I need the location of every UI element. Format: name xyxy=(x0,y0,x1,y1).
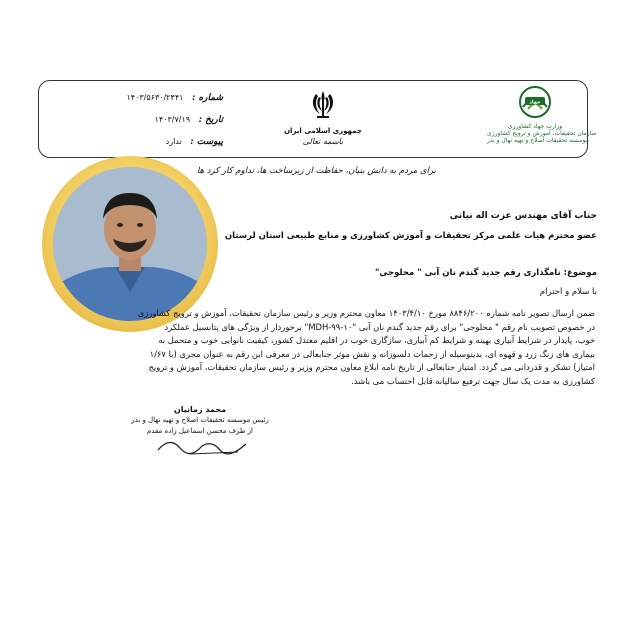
letterhead xyxy=(38,80,597,158)
addressee-position: عضو محترم هیات علمی مرکز تحقیقات و آموزش کشاورزی و منابع طبیعی استان لرستان xyxy=(224,231,597,241)
addressee: جناب آقای مهندس عزت اله نیاتی xyxy=(449,211,597,221)
letter-number-label: شماره : xyxy=(191,93,223,103)
letter-attachment-label: پیوست : xyxy=(190,137,223,147)
signatory-on-behalf: از طرف محسن اسماعیل زاده مقدم xyxy=(147,427,253,435)
letter-meta xyxy=(73,87,223,153)
iran-emblem-icon xyxy=(306,87,340,121)
letter-date-row xyxy=(73,109,223,131)
logo-line-ministry: وزارت جهاد کشاورزی xyxy=(507,123,563,130)
letter-attachment-row xyxy=(73,131,223,153)
emblem-caption: جمهوری اسلامی ایران xyxy=(284,127,362,135)
motto-line: برای مردم به دانش بنیان، حفاظت از زیرساخت ها، تداوم کار کرد ها xyxy=(196,166,436,176)
body-line: کشاورزی به مدت یک سال جهت ترفیع سالیانه قابل احتساب می باشد. xyxy=(351,375,595,386)
letter-number-row xyxy=(73,87,223,109)
body-line: بیماری های زنگ زرد و قهوه ای، بدینوسیله از زحمات دلسوزانه و نقش موثر جنابعالی در معرفی این رقم به عنوان مجری (با ۱/۶۷ xyxy=(149,348,595,359)
body-line: ضمن ارسال تصویر نامه شماره ۸۸۴۶/۲۰۰ مورخ ۱۴۰۳/۴/۱۰ معاون محترم وزیر و رئیس سازمان تحقیقات، آموزش و ترویج کشاورزی xyxy=(137,308,595,318)
letter-number-value: ۱۴۰۳/۵۶۳۰/۲۴۴۱ xyxy=(126,93,184,102)
body-line: خوب، پایدار در شرایط آبیاری بهینه و شرایط کم آبیاری، سازگاری خوب در اقلیم معتدل کشور، کیفیت نانوایی خوب و متحمل به xyxy=(158,335,595,345)
signatory-title: رئیس موسسه تحقیقات اصلاح و تهیه نهال و بذر xyxy=(131,416,269,424)
logo-line-organization: سازمان تحقیقات، آموزش و ترویج کشاورزی xyxy=(487,130,597,137)
letter-attachment-value: ندارد xyxy=(165,137,182,146)
letter-date-value: ۱۴۰۳/۷/۱۹ xyxy=(154,115,191,124)
portrait-frame xyxy=(42,156,218,332)
logo-line-institute: موسسه تحقیقات اصلاح و تهیه نهال و بذر xyxy=(487,137,589,144)
handwritten-signature-icon xyxy=(150,432,260,460)
body-line: امتیاز) تشکر و قدردانی می گردد. امتیاز جنابعالی از تاریخ نامه ابلاغ معاون محترم وزیر و رئیس سازمان تحقیقات، آموزش و ترویج xyxy=(148,362,595,372)
organization-logo-block xyxy=(487,85,597,144)
letter-body xyxy=(30,307,595,388)
jihad-keshavarzi-logo-icon xyxy=(515,85,555,119)
national-emblem-block xyxy=(283,87,363,146)
body-line: در خصوص تصویب نام رقم " محلوجی" برای رقم جدید گندم نان آبی "MDH-۹۹-۱۰" برخوردار از ویژگی های پتانسیل عملکرد xyxy=(164,321,595,332)
person-portrait-icon xyxy=(53,167,207,321)
signatory-name: محمد زمانیان xyxy=(173,405,227,414)
letter-subject: موضوع: نامگذاری رقم جدید گندم نان آبی " محلوجی" xyxy=(374,268,597,278)
letter-date-label: تاریخ : xyxy=(198,115,223,125)
greeting: با سلام و احترام xyxy=(539,287,597,297)
emblem-subcaption: باسمه تعالی xyxy=(302,137,344,146)
svg-text:جهاد: جهاد xyxy=(529,99,541,106)
portrait-photo xyxy=(53,167,207,321)
